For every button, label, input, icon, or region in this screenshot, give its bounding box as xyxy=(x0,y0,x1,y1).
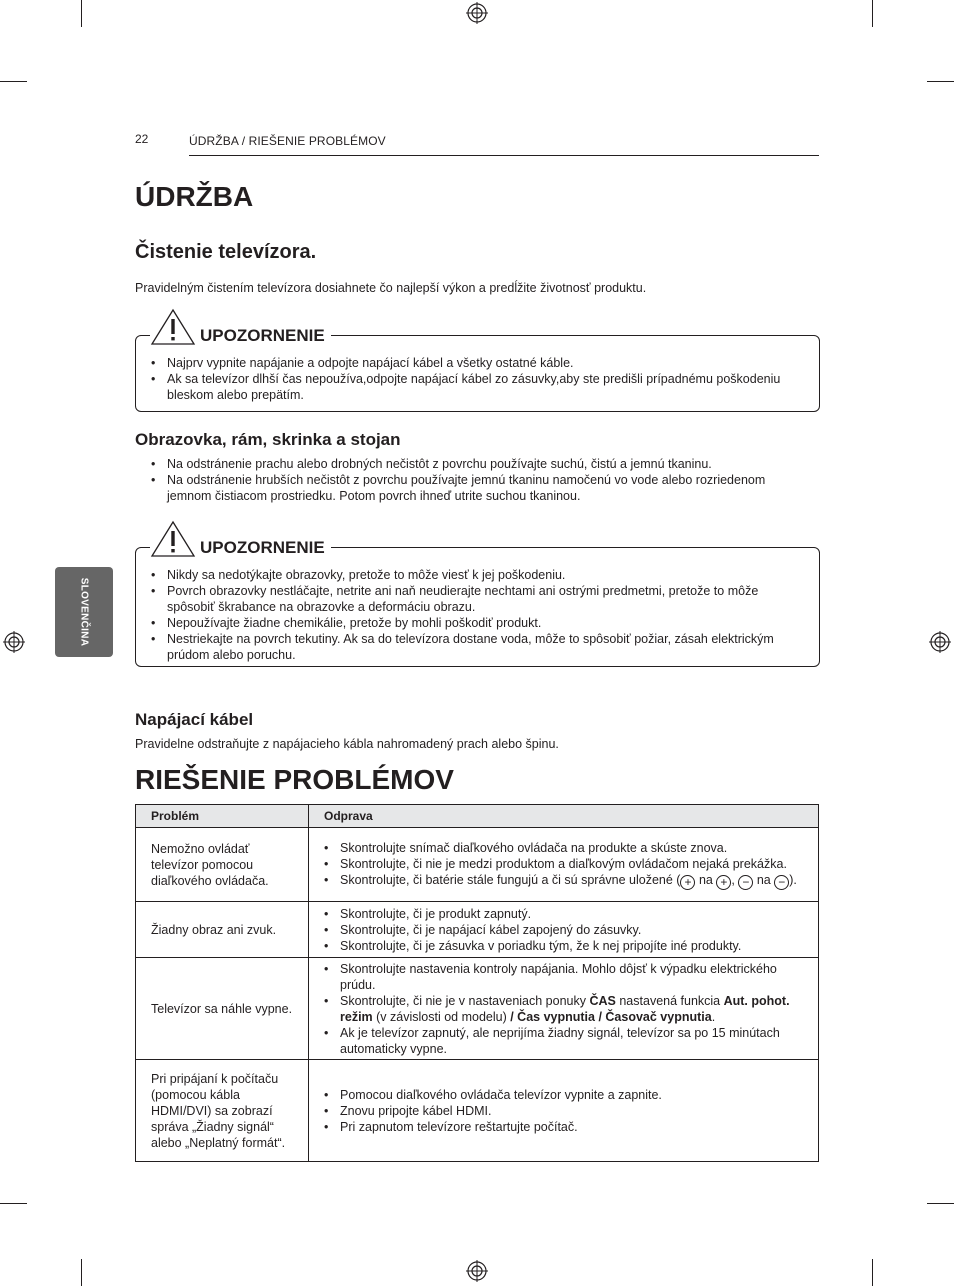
text: nastavená funkcia xyxy=(619,993,721,1008)
crop-mark xyxy=(927,1203,954,1204)
setting-name: Aut. pohot. režim xyxy=(340,993,790,1024)
table-header-row xyxy=(136,805,819,828)
setting-name: / Čas vypnutia / Časovač vypnutia xyxy=(510,1009,712,1024)
list-item: • Skontrolujte, či je zásuvka v poriadku tým, že k nej pripojíte iné produkty. xyxy=(324,938,810,954)
subsection-title-cleaning: Čistenie televízora. xyxy=(135,241,317,263)
plus-icon: + xyxy=(680,875,695,890)
list-item: • Skontrolujte, či je napájací kábel zapojený do zásuvky. xyxy=(324,922,810,938)
text: na xyxy=(698,872,713,887)
crop-mark xyxy=(872,1259,873,1286)
power-cable-text: Pravidelne odstraňujte z napájacieho kábla nahromadený prach alebo špinu. xyxy=(135,737,559,751)
screen-cleaning-list xyxy=(151,456,811,504)
list-item: • Nepoužívajte žiadne chemikálie, pretože by mohli poškodiť produkt. xyxy=(151,615,801,631)
list-item: • Skontrolujte snímač diaľkového ovládača na produkte a skúste znova. xyxy=(324,840,810,856)
table-row xyxy=(136,958,819,1060)
list-item: • Nikdy sa nedotýkajte obrazovky, pretože to môže viesť k jej poškodeniu. xyxy=(151,567,801,583)
text: , xyxy=(731,872,735,887)
text: Skontrolujte, či nie je v nastaveniach ponuky xyxy=(340,993,586,1008)
caution-title: UPOZORNENIE xyxy=(196,538,331,558)
language-tab-label: SLOVENČINA xyxy=(78,577,90,647)
table-row xyxy=(136,828,819,902)
cleaning-intro: Pravidelným čistením televízora dosiahnete čo najlepší výkon a predĺžite životnosť produktu. xyxy=(135,281,647,295)
caution-title: UPOZORNENIE xyxy=(196,326,331,346)
crop-mark xyxy=(927,81,954,82)
language-tab xyxy=(55,567,113,657)
subsection-title-screen: Obrazovka, rám, skrinka a stojan xyxy=(135,430,401,449)
list-item xyxy=(324,872,810,890)
problem-cell: Nemožno ovládať televízor pomocou diaľkového ovládača. xyxy=(136,828,309,902)
registration-mark-icon xyxy=(3,631,25,653)
list-item: • Pri zapnutom televízore reštartujte počítač. xyxy=(324,1119,810,1135)
plus-icon: + xyxy=(716,875,731,890)
list-item: • Skontrolujte, či je produkt zapnutý. xyxy=(324,906,810,922)
column-header-problem: Problém xyxy=(136,805,309,828)
warning-triangle-icon xyxy=(150,520,196,558)
list-item: • Skontrolujte, či nie je medzi produktom a diaľkovým ovládačom nejaká prekážka. xyxy=(324,856,810,872)
troubleshooting-table xyxy=(135,804,819,1162)
list-item: • Pomocou diaľkového ovládača televízor vypnite a zapnite. xyxy=(324,1087,810,1103)
list-item: • Znovu pripojte kábel HDMI. xyxy=(324,1103,810,1119)
caution-box xyxy=(135,538,820,667)
subsection-title-power-cable: Napájací kábel xyxy=(135,710,254,729)
crop-mark xyxy=(81,0,82,27)
column-header-solution: Odprava xyxy=(309,805,819,828)
crop-mark xyxy=(0,1203,27,1204)
list-item: • Nestriekajte na povrch tekutiny. Ak sa do televízora dostane voda, môže to spôsobiť požiar, zásah elektrickým prúdom alebo poruchu. xyxy=(151,631,801,663)
list-item: • Na odstránenie prachu alebo drobných nečistôt z povrchu používajte suchú, čistú a jemnú tkaninu. xyxy=(151,456,811,472)
header-rule xyxy=(189,155,819,156)
running-header: ÚDRŽBA / RIEŠENIE PROBLÉMOV xyxy=(189,134,386,148)
table-row xyxy=(136,902,819,958)
solution-cell xyxy=(309,828,819,902)
text: . xyxy=(711,1009,716,1024)
list-item: • Skontrolujte nastavenia kontroly napájania. Mohlo dôjsť k výpadku elektrického prúdu. xyxy=(324,961,810,993)
minus-icon: − xyxy=(738,875,753,890)
text: ). xyxy=(789,872,797,887)
registration-mark-icon xyxy=(466,1260,488,1282)
table-row xyxy=(136,1060,819,1162)
list-item: • Ak je televízor zapnutý, ale neprijíma žiadny signál, televízor sa po 15 minútach automaticky vypne. xyxy=(324,1025,810,1057)
text: Skontrolujte, či batérie stále fungujú a či sú správne uložené ( xyxy=(340,872,681,887)
list-item: • Najprv vypnite napájanie a odpojte napájací kábel a všetky ostatné káble. xyxy=(151,355,801,371)
problem-cell: Žiadny obraz ani zvuk. xyxy=(136,902,309,958)
section-title-maintenance: ÚDRŽBA xyxy=(135,181,254,212)
problem-cell: Televízor sa náhle vypne. xyxy=(136,958,309,1060)
text: na xyxy=(756,872,771,887)
menu-name: ČAS xyxy=(589,993,616,1008)
caution-list xyxy=(151,567,801,663)
registration-mark-icon xyxy=(929,631,951,653)
page-number: 22 xyxy=(135,132,149,146)
registration-mark-icon xyxy=(466,2,488,24)
solution-cell xyxy=(309,1060,819,1162)
section-title-troubleshooting: RIEŠENIE PROBLÉMOV xyxy=(135,764,454,795)
crop-mark xyxy=(872,0,873,27)
minus-icon: − xyxy=(774,875,789,890)
crop-mark xyxy=(81,1259,82,1286)
solution-cell xyxy=(309,958,819,1060)
solution-cell xyxy=(309,902,819,958)
problem-cell: Pri pripájaní k počítaču (pomocou kábla HDMI/DVI) sa zobrazí správa „Žiadny signál“ alebo „Neplatný formát“. xyxy=(136,1060,309,1162)
caution-list xyxy=(151,355,801,403)
list-item: • Ak sa televízor dlhší čas nepoužíva,odpojte napájací kábel zo zásuvky,aby ste predišli prípadnému poškodeniu bleskom alebo prepätím. xyxy=(151,371,801,403)
text: (v závislosti od modelu) xyxy=(376,1009,507,1024)
list-item: • Na odstránenie hrubších nečistôt z povrchu používajte jemnú tkaninu namočenú vo vode alebo rozriedenom jemnom čistiacom prostriedku. Potom povrch ihneď utrite suchou tkaninou. xyxy=(151,472,811,504)
warning-triangle-icon xyxy=(150,308,196,346)
caution-box xyxy=(135,326,820,412)
list-item: • Povrch obrazovky nestláčajte, netrite ani naň neudierajte nechtami ani ostrými predmetmi, pretože to môže spôsobiť škrabance na obrazovke a deformáciu obrazu. xyxy=(151,583,801,615)
list-item xyxy=(324,993,810,1025)
crop-mark xyxy=(0,81,27,82)
